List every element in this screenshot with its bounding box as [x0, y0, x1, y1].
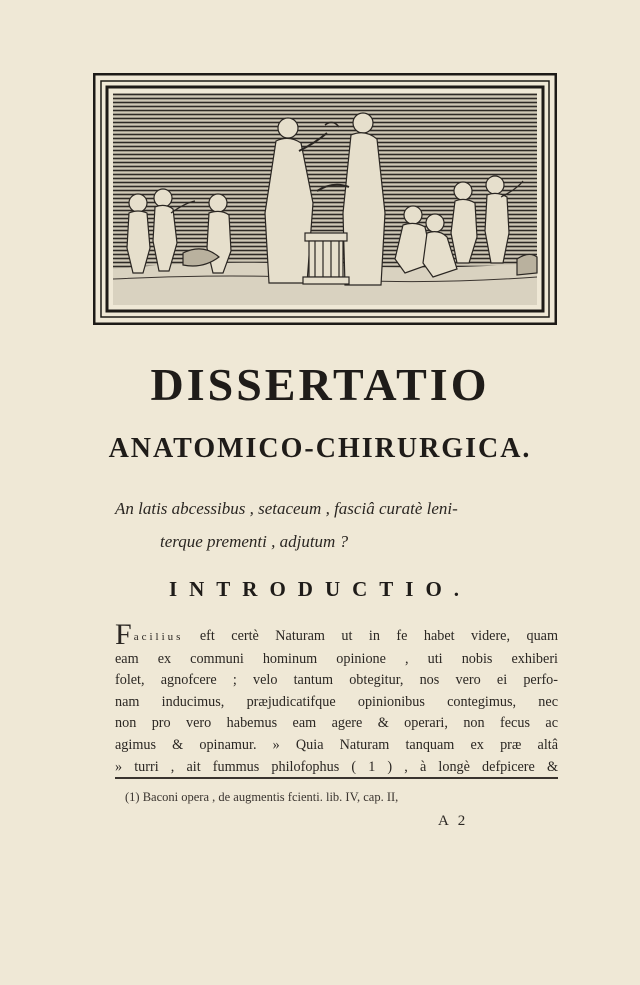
opening-word: acilius — [133, 631, 184, 643]
section-heading: INTRODUCTIO. — [168, 577, 472, 601]
dissertation-question — [115, 492, 535, 558]
body-paragraph — [115, 618, 559, 778]
body-line-1 — [115, 618, 559, 651]
question-line-2: terque prementi , adjutum ? — [160, 532, 349, 551]
footnote: (1) Baconi opera , de augmentis fcienti. lib. IV, cap. II, — [125, 790, 399, 804]
body-line-1-text: eft certè Naturam ut in fe habet videre, quam — [199, 628, 559, 644]
body-line-5: non pro vero habemus eam agere & operari, non fecus ac — [115, 715, 558, 732]
signature-mark: A 2 — [438, 813, 469, 829]
body-line-6: agimus & opinamur. » Quia Naturam tanquam ex præ altâ — [115, 736, 558, 753]
question-line-1: An latis abcessibus , setaceum , fasciâ curatè leni- — [115, 499, 458, 518]
body-line-7: » turri , ait fummus philofophus ( 1 ) , à longè defpicere & — [115, 758, 558, 775]
body-line-4: nam inducimus, præjudicatifque opinionibus contegimus, nec — [115, 693, 558, 710]
body-line-2: eam ex communi hominum opinione , uti nobis exhiberi — [115, 650, 558, 667]
dissertation-title: DISSERTATIO — [150, 359, 490, 410]
footnote-rule — [115, 777, 558, 779]
drop-cap: F — [115, 618, 132, 651]
body-line-3: folet, agnofcere ; velo tantum obtegitur, nos vero ei perfo- — [115, 672, 558, 689]
dissertation-subtitle: ANATOMICO-CHIRURGICA. — [108, 433, 532, 464]
engraved-vignette — [93, 73, 557, 325]
